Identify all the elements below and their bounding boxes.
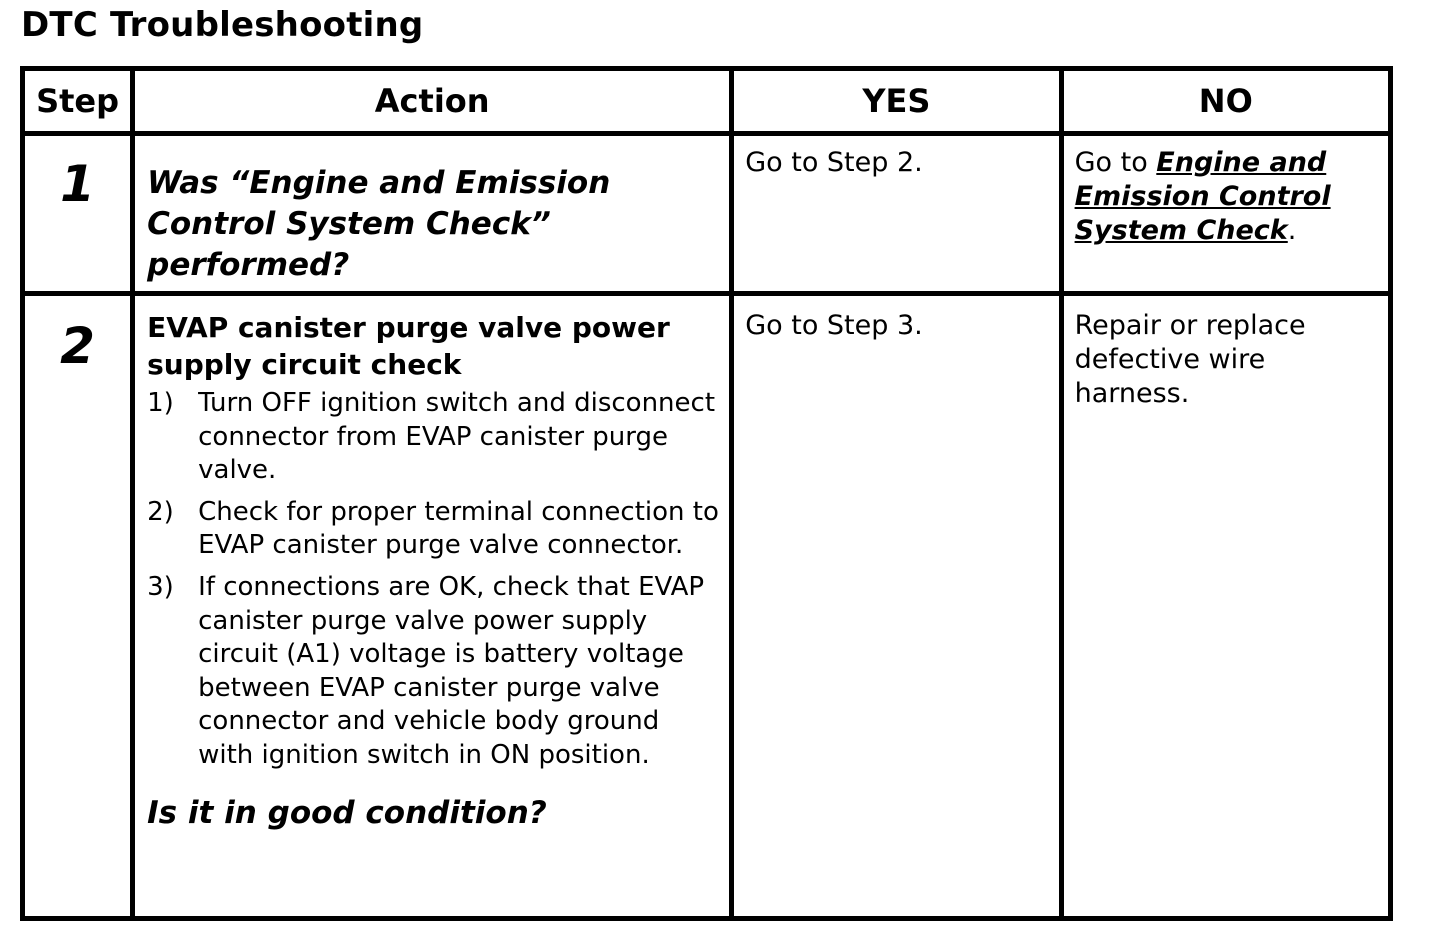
substep-text: Turn OFF ignition switch and disconnect connector from EVAP canister purge valve. (198, 388, 716, 486)
step-number: 2 (60, 317, 95, 375)
no-result: Repair or replace defective wire harness. (1074, 310, 1306, 409)
substep-list (135, 387, 729, 773)
no-cell (1061, 294, 1390, 919)
step-cell (23, 294, 133, 919)
action-heading: EVAP canister purge valve power supply circuit check (147, 311, 670, 381)
substep-number: 2) (147, 496, 174, 527)
no-result-prefix: Go to (1074, 147, 1157, 178)
action-cell (133, 294, 732, 919)
action-cell (133, 134, 732, 294)
table-row (23, 134, 1391, 294)
no-result (1064, 136, 1388, 248)
troubleshooting-table (20, 66, 1393, 921)
header-action: Action (133, 69, 732, 134)
substep-number: 3) (147, 571, 174, 602)
substep-number: 1) (147, 388, 174, 418)
yes-cell (732, 294, 1061, 919)
list-item (147, 387, 721, 488)
no-cell (1061, 134, 1390, 294)
yes-result: Go to Step 2. (745, 147, 923, 178)
engine-emission-check-link[interactable]: Engine and Emission Control System Check (1074, 147, 1331, 246)
header-no: NO (1061, 69, 1390, 134)
substep-text: If connections are OK, check that EVAP canister purge valve power supply circuit (A1) voltage is battery voltage between EVAP canister purge valve connector and vehicle body ground with ignition switch in ON position. (198, 571, 705, 770)
substep-text: Check for proper terminal connection to EVAP canister purge valve connector. (198, 496, 719, 561)
list-item (147, 496, 721, 563)
list-item (147, 571, 721, 773)
table-row (23, 294, 1391, 919)
header-step: Step (23, 69, 133, 134)
yes-result: Go to Step 3. (745, 310, 923, 341)
action-question: Was “Engine and Emission Control System Check” performed? (147, 165, 611, 283)
yes-cell (732, 134, 1061, 294)
no-result-suffix: . (1287, 215, 1297, 246)
step-cell (23, 134, 133, 294)
page-title: DTC Troubleshooting (21, 5, 424, 45)
table-header-row (23, 69, 1391, 134)
header-yes: YES (732, 69, 1061, 134)
step-number: 1 (60, 155, 95, 213)
action-question: Is it in good condition? (147, 794, 547, 831)
